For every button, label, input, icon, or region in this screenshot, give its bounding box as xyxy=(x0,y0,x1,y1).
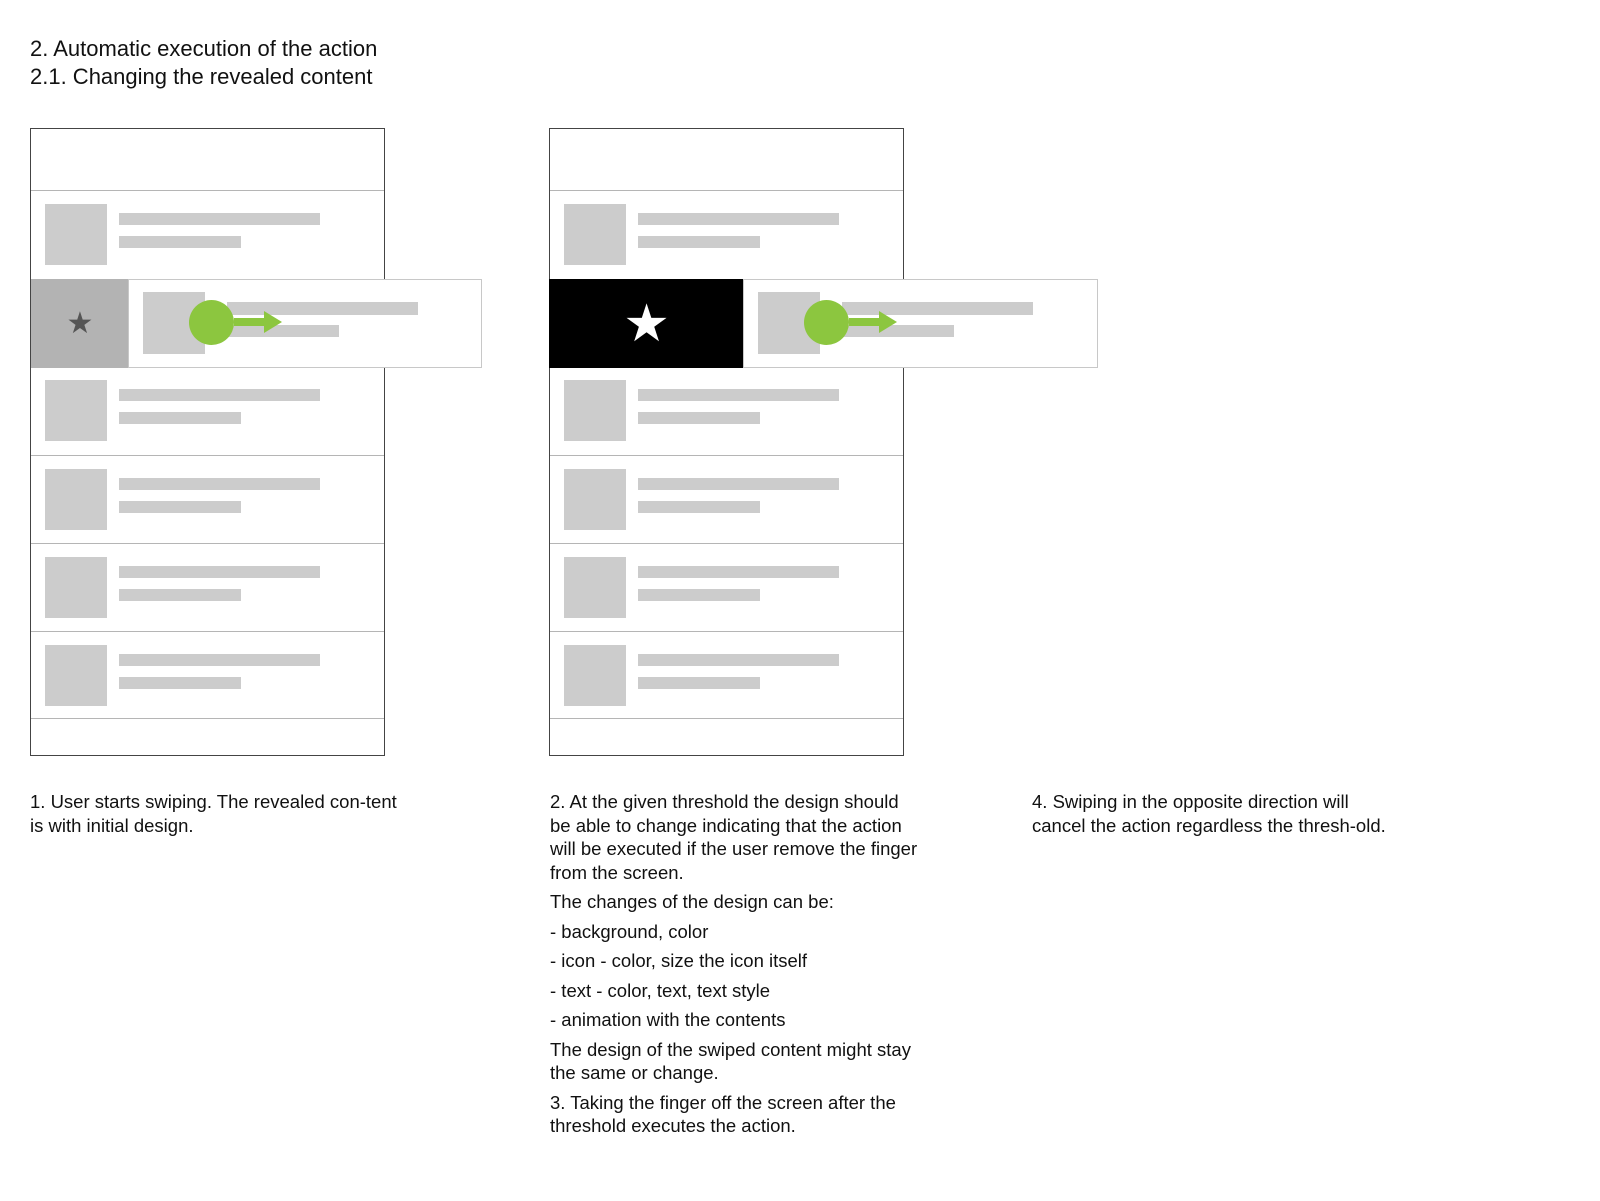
heading-title: 2. Automatic execution of the action xyxy=(30,36,378,61)
list-item xyxy=(31,190,384,278)
list-item-title-placeholder xyxy=(119,213,320,225)
caption-step-2 xyxy=(550,790,920,1144)
revealed-content-threshold xyxy=(549,279,744,368)
list-item xyxy=(550,631,903,719)
touch-point-icon xyxy=(189,300,234,345)
list-item xyxy=(550,543,903,631)
list-item-title-placeholder xyxy=(638,478,839,490)
list-item-subtitle-placeholder xyxy=(119,236,241,248)
caption-text: 2. At the given threshold the design should be able to change indicating that the action will be executed if the user remove the finger from the screen. xyxy=(550,791,918,883)
list-item-title-placeholder xyxy=(638,654,839,666)
list-item xyxy=(550,455,903,543)
list-item: - icon - color, size the icon itself xyxy=(550,950,808,971)
list-item xyxy=(550,366,903,454)
list-item-thumbnail xyxy=(564,204,626,265)
arrow-right-icon xyxy=(234,311,284,333)
caption-text: The design of the swiped content might stay the same or change. xyxy=(550,1038,911,1083)
list-item-thumbnail xyxy=(564,645,626,706)
list-item-subtitle-placeholder xyxy=(119,501,241,513)
heading-subtitle: 2.1. Changing the revealed content xyxy=(30,64,373,89)
list-item-title-placeholder xyxy=(119,389,320,401)
list-item-subtitle-placeholder xyxy=(638,501,760,513)
swiped-list-item[interactable] xyxy=(743,279,1098,368)
star-icon: ★ xyxy=(623,293,670,354)
list-item-subtitle-placeholder xyxy=(119,589,241,601)
list-item-title-placeholder xyxy=(638,389,839,401)
list-item xyxy=(31,543,384,631)
phone-mockup-initial xyxy=(30,128,385,756)
list-item: - text - color, text, text style xyxy=(550,979,771,1001)
list-item xyxy=(550,190,903,278)
list-item: - background, color xyxy=(550,920,709,942)
list-item-thumbnail xyxy=(564,557,626,618)
list-item-thumbnail xyxy=(564,380,626,441)
list-item xyxy=(31,631,384,719)
list-item-subtitle-placeholder xyxy=(638,412,760,424)
list-item-thumbnail xyxy=(564,469,626,530)
list-item-thumbnail xyxy=(45,557,107,618)
list-item xyxy=(31,455,384,543)
list-item xyxy=(31,366,384,454)
list-item-thumbnail xyxy=(45,469,107,530)
caption-text: 4. Swiping in the opposite direction will cancel the action regardless the thresh-old. xyxy=(1032,791,1386,836)
list-item-title-placeholder xyxy=(119,566,320,578)
list-item-thumbnail xyxy=(45,645,107,706)
list-item-subtitle-placeholder xyxy=(638,589,760,601)
list-item-subtitle-placeholder xyxy=(119,677,241,689)
star-icon: ★ xyxy=(66,305,94,341)
list-item-title-placeholder xyxy=(638,213,839,225)
list-item-thumbnail xyxy=(45,204,107,265)
list-item-title-placeholder xyxy=(119,478,320,490)
caption-text: 3. Taking the finger off the screen after the threshold executes the action. xyxy=(550,1091,896,1136)
caption-step-4 xyxy=(1032,790,1402,843)
phone-mockup-threshold xyxy=(549,128,904,756)
list-item-subtitle-placeholder xyxy=(638,677,760,689)
touch-point-icon xyxy=(804,300,849,345)
list-item-title-placeholder xyxy=(119,654,320,666)
arrow-right-icon xyxy=(849,311,899,333)
list-item-thumbnail xyxy=(45,380,107,441)
swiped-list-item[interactable] xyxy=(128,279,482,368)
revealed-content-initial xyxy=(31,279,129,368)
list-item-title-placeholder xyxy=(638,566,839,578)
list-item-subtitle-placeholder xyxy=(638,236,760,248)
caption-text: The changes of the design can be: xyxy=(550,891,834,912)
list-item: - animation with the contents xyxy=(550,1009,786,1030)
caption-text: 1. User starts swiping. The revealed con-tent is with initial design. xyxy=(30,791,397,836)
caption-step-1 xyxy=(30,790,400,843)
list-item-subtitle-placeholder xyxy=(119,412,241,424)
